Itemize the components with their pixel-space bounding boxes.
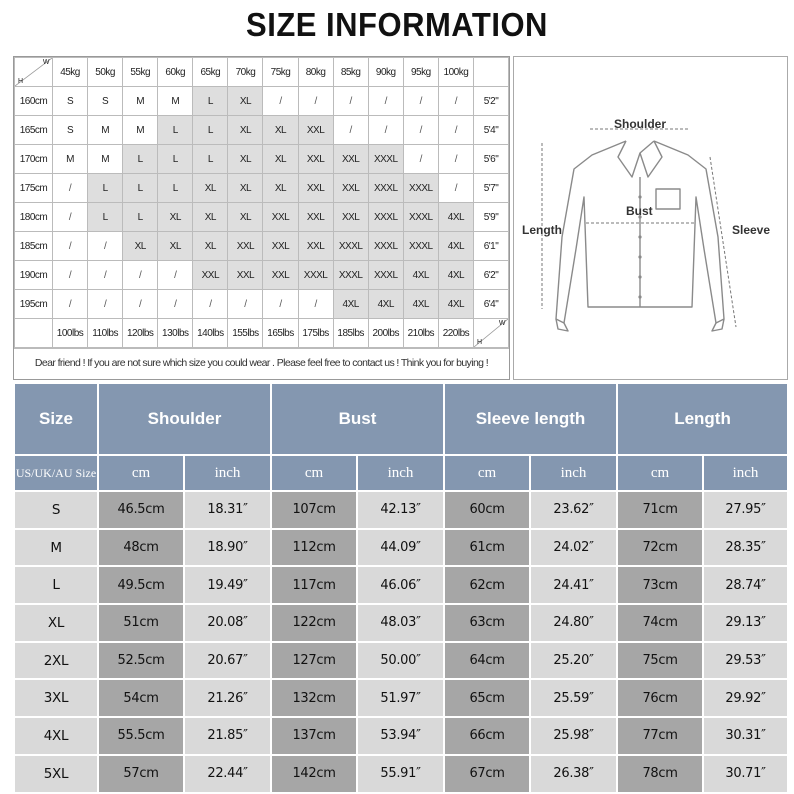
header-length: Length (617, 383, 788, 455)
unit-cm: cm (271, 455, 357, 491)
weight-height-chart (13, 56, 510, 380)
unit-cm: cm (617, 455, 703, 491)
unit-cm: cm (444, 455, 530, 491)
size-recommendation-cell: XXL (298, 203, 333, 232)
unit-inch: inch (530, 455, 617, 491)
size-cell: 5XL (14, 755, 98, 793)
weight-kg-cell: 95kg (403, 58, 438, 87)
shirt-diagram (513, 56, 788, 380)
bust-inch-cell: 55.91″ (357, 755, 444, 793)
sleeve-inch-cell: 24.02″ (530, 529, 617, 567)
weight-kg-cell: 45kg (53, 58, 88, 87)
shoulder-inch-cell: 21.85″ (184, 717, 271, 755)
corner-height-label: H (477, 339, 482, 346)
height-cm-cell: 170cm (15, 145, 53, 174)
height-cm-cell: 195cm (15, 290, 53, 319)
corner-cell (474, 319, 509, 348)
sleeve-cm-cell: 65cm (444, 679, 530, 717)
size-recommendation-cell: 4XL (403, 261, 438, 290)
bust-cm-cell: 117cm (271, 566, 357, 604)
contact-note: Dear friend ! If you are not sure which size you could wear . Please feel free to contact us ! Think you for buying ! (14, 348, 509, 377)
weight-lbs-cell: 185lbs (333, 319, 368, 348)
length-inch-cell: 29.53″ (703, 642, 788, 680)
sleeve-inch-cell: 24.41″ (530, 566, 617, 604)
size-recommendation-cell: XL (228, 87, 263, 116)
size-recommendation-cell: S (53, 87, 88, 116)
size-caption: US/UK/AU Size (14, 455, 98, 491)
unit-inch: inch (703, 455, 788, 491)
size-recommendation-cell: / (333, 87, 368, 116)
weight-lbs-cell: 110lbs (88, 319, 123, 348)
size-recommendation-cell: XXL (298, 174, 333, 203)
weight-kg-row (15, 58, 509, 87)
size-recommendation-cell: XXL (263, 232, 298, 261)
size-recommendation-cell: L (88, 174, 123, 203)
height-ft-cell: 5'2" (474, 87, 509, 116)
bust-cm-cell: 112cm (271, 529, 357, 567)
weight-lbs-cell: 165lbs (263, 319, 298, 348)
size-recommendation-cell: XXXL (403, 174, 438, 203)
shoulder-inch-cell: 20.67″ (184, 642, 271, 680)
size-cell: 3XL (14, 679, 98, 717)
bust-cm-cell: 127cm (271, 642, 357, 680)
sleeve-inch-cell: 25.59″ (530, 679, 617, 717)
size-recommendation-cell: XL (263, 116, 298, 145)
size-recommendation-cell: M (88, 116, 123, 145)
shoulder-inch-cell: 22.44″ (184, 755, 271, 793)
size-row (14, 604, 788, 642)
size-recommendation-cell: / (368, 116, 403, 145)
corner-weight-label: W (42, 59, 49, 66)
length-inch-cell: 30.31″ (703, 717, 788, 755)
height-ft-cell: 6'4" (474, 290, 509, 319)
size-recommendation-cell: L (158, 174, 193, 203)
size-recommendation-cell: XL (263, 145, 298, 174)
length-inch-cell: 28.35″ (703, 529, 788, 567)
length-cm-cell: 77cm (617, 717, 703, 755)
size-recommendation-cell: XXL (193, 261, 228, 290)
size-row (14, 491, 788, 529)
bust-inch-cell: 48.03″ (357, 604, 444, 642)
length-cm-cell: 78cm (617, 755, 703, 793)
height-cm-cell: 190cm (15, 261, 53, 290)
size-recommendation-cell: / (438, 87, 473, 116)
weight-kg-cell: 55kg (123, 58, 158, 87)
shoulder-cm-cell: 46.5cm (98, 491, 184, 529)
shoulder-cm-cell: 48cm (98, 529, 184, 567)
size-recommendation-cell: M (123, 87, 158, 116)
weight-kg-cell: 50kg (88, 58, 123, 87)
sleeve-inch-cell: 24.80″ (530, 604, 617, 642)
size-recommendation-cell: XL (158, 203, 193, 232)
size-recommendation-cell: XXL (298, 145, 333, 174)
size-recommendation-cell: L (123, 145, 158, 174)
size-recommendation-cell: XL (193, 174, 228, 203)
size-recommendation-cell: L (193, 145, 228, 174)
sleeve-cm-cell: 62cm (444, 566, 530, 604)
size-recommendation-cell: 4XL (438, 203, 473, 232)
height-cm-cell: 165cm (15, 116, 53, 145)
empty-cell (474, 58, 509, 87)
size-recommendation-cell: 4XL (438, 261, 473, 290)
size-cell: XL (14, 604, 98, 642)
corner-height-label: H (18, 78, 23, 85)
size-recommendation-cell: L (123, 203, 158, 232)
size-recommendation-cell: XL (158, 232, 193, 261)
weight-lbs-cell: 140lbs (193, 319, 228, 348)
height-ft-cell: 5'9" (474, 203, 509, 232)
length-cm-cell: 71cm (617, 491, 703, 529)
unit-inch: inch (184, 455, 271, 491)
sleeve-inch-cell: 26.38″ (530, 755, 617, 793)
size-recommendation-cell: / (53, 203, 88, 232)
bust-cm-cell: 142cm (271, 755, 357, 793)
size-recommendation-cell: / (193, 290, 228, 319)
height-ft-cell: 6'2" (474, 261, 509, 290)
weight-lbs-cell: 200lbs (368, 319, 403, 348)
bust-cm-cell: 132cm (271, 679, 357, 717)
size-recommendation-cell: XXL (333, 174, 368, 203)
size-recommendation-cell: / (403, 116, 438, 145)
weight-kg-cell: 85kg (333, 58, 368, 87)
size-recommendation-cell: / (403, 145, 438, 174)
size-recommendation-cell: XXXL (368, 232, 403, 261)
size-recommendation-cell: / (438, 174, 473, 203)
size-recommendation-cell: XXL (228, 261, 263, 290)
weight-kg-cell: 65kg (193, 58, 228, 87)
size-recommendation-cell: / (158, 290, 193, 319)
size-recommendation-cell: / (53, 261, 88, 290)
size-cell: L (14, 566, 98, 604)
sleeve-cm-cell: 67cm (444, 755, 530, 793)
bust-cm-cell: 137cm (271, 717, 357, 755)
size-row (14, 529, 788, 567)
weight-lbs-cell: 100lbs (53, 319, 88, 348)
sleeve-cm-cell: 66cm (444, 717, 530, 755)
height-row (15, 116, 509, 145)
size-recommendation-cell: / (298, 87, 333, 116)
size-recommendation-cell: L (88, 203, 123, 232)
size-recommendation-cell: M (158, 87, 193, 116)
bust-cm-cell: 122cm (271, 604, 357, 642)
size-recommendation-cell: / (53, 290, 88, 319)
header-bust: Bust (271, 383, 444, 455)
weight-lbs-cell: 130lbs (158, 319, 193, 348)
length-cm-cell: 74cm (617, 604, 703, 642)
unit-cm: cm (98, 455, 184, 491)
height-row (15, 261, 509, 290)
size-recommendation-cell: / (403, 87, 438, 116)
page-title: SIZE INFORMATION (246, 5, 548, 44)
bust-inch-cell: 46.06″ (357, 566, 444, 604)
size-recommendation-cell: / (123, 290, 158, 319)
size-recommendation-cell: / (333, 116, 368, 145)
size-recommendation-cell: / (263, 87, 298, 116)
sleeve-cm-cell: 61cm (444, 529, 530, 567)
size-recommendation-cell: M (88, 145, 123, 174)
height-cm-cell: 175cm (15, 174, 53, 203)
size-recommendation-cell: 4XL (438, 232, 473, 261)
height-ft-cell: 5'6" (474, 145, 509, 174)
length-cm-cell: 73cm (617, 566, 703, 604)
size-recommendation-cell: XXXL (368, 203, 403, 232)
height-row (15, 203, 509, 232)
size-recommendation-cell: XXXL (333, 232, 368, 261)
bust-inch-cell: 51.97″ (357, 679, 444, 717)
size-recommendation-cell: XL (228, 145, 263, 174)
size-recommendation-cell: XXXL (368, 145, 403, 174)
sleeve-cm-cell: 60cm (444, 491, 530, 529)
shirt-outline-icon (514, 57, 789, 381)
size-recommendation-cell: / (228, 290, 263, 319)
length-cm-cell: 75cm (617, 642, 703, 680)
weight-kg-cell: 60kg (158, 58, 193, 87)
size-recommendation-cell: XXXL (368, 261, 403, 290)
height-row (15, 174, 509, 203)
shoulder-inch-cell: 20.08″ (184, 604, 271, 642)
size-recommendation-cell: L (158, 145, 193, 174)
size-cell: 4XL (14, 717, 98, 755)
weight-lbs-cell: 210lbs (403, 319, 438, 348)
weight-kg-cell: 100kg (438, 58, 473, 87)
size-row (14, 717, 788, 755)
height-ft-cell: 6'1" (474, 232, 509, 261)
size-recommendation-cell: XXL (333, 203, 368, 232)
height-row (15, 87, 509, 116)
size-recommendation-cell: M (123, 116, 158, 145)
height-row (15, 232, 509, 261)
bust-cm-cell: 107cm (271, 491, 357, 529)
size-recommendation-cell: 4XL (333, 290, 368, 319)
size-recommendation-cell: / (53, 232, 88, 261)
length-label: Length (522, 223, 562, 237)
bust-inch-cell: 53.94″ (357, 717, 444, 755)
size-measurement-table (13, 382, 789, 794)
weight-height-grid (14, 57, 509, 348)
size-recommendation-cell: XL (193, 203, 228, 232)
size-recommendation-cell: XL (228, 203, 263, 232)
shoulder-inch-cell: 19.49″ (184, 566, 271, 604)
length-inch-cell: 30.71″ (703, 755, 788, 793)
size-row (14, 679, 788, 717)
sleeve-inch-cell: 25.20″ (530, 642, 617, 680)
size-row (14, 566, 788, 604)
header-shoulder: Shoulder (98, 383, 271, 455)
sleeve-cm-cell: 64cm (444, 642, 530, 680)
size-recommendation-cell: 4XL (438, 290, 473, 319)
size-recommendation-cell: / (438, 116, 473, 145)
shoulder-cm-cell: 54cm (98, 679, 184, 717)
size-recommendation-cell: / (298, 290, 333, 319)
length-cm-cell: 76cm (617, 679, 703, 717)
size-recommendation-cell: L (193, 87, 228, 116)
size-recommendation-cell: / (123, 261, 158, 290)
size-recommendation-cell: M (53, 145, 88, 174)
size-recommendation-cell: XL (193, 232, 228, 261)
header-size: Size (14, 383, 98, 455)
corner-cell (15, 58, 53, 87)
size-recommendation-cell: XXL (228, 232, 263, 261)
size-recommendation-cell: XL (123, 232, 158, 261)
weight-kg-cell: 80kg (298, 58, 333, 87)
size-recommendation-cell: 4XL (403, 290, 438, 319)
height-row (15, 145, 509, 174)
sleeve-cm-cell: 63cm (444, 604, 530, 642)
length-inch-cell: 29.92″ (703, 679, 788, 717)
weight-lbs-cell: 155lbs (228, 319, 263, 348)
size-recommendation-cell: / (158, 261, 193, 290)
bust-label: Bust (626, 204, 653, 218)
size-cell: S (14, 491, 98, 529)
height-ft-cell: 5'7" (474, 174, 509, 203)
unit-inch: inch (357, 455, 444, 491)
weight-kg-cell: 70kg (228, 58, 263, 87)
size-cell: 2XL (14, 642, 98, 680)
size-recommendation-cell: L (158, 116, 193, 145)
size-recommendation-cell: XXXL (298, 261, 333, 290)
size-recommendation-cell: XXXL (368, 174, 403, 203)
empty-cell (15, 319, 53, 348)
size-recommendation-cell: XL (228, 174, 263, 203)
size-recommendation-cell: XXL (263, 261, 298, 290)
height-cm-cell: 180cm (15, 203, 53, 232)
length-inch-cell: 29.13″ (703, 604, 788, 642)
bust-inch-cell: 50.00″ (357, 642, 444, 680)
height-row (15, 290, 509, 319)
size-recommendation-cell: XXXL (403, 203, 438, 232)
shoulder-cm-cell: 55.5cm (98, 717, 184, 755)
shoulder-cm-cell: 51cm (98, 604, 184, 642)
bust-inch-cell: 42.13″ (357, 491, 444, 529)
size-recommendation-cell: / (88, 232, 123, 261)
size-recommendation-cell: / (88, 261, 123, 290)
sleeve-label: Sleeve (732, 223, 771, 237)
weight-lbs-row (15, 319, 509, 348)
size-recommendation-cell: L (123, 174, 158, 203)
size-cell: M (14, 529, 98, 567)
size-recommendation-cell: XL (263, 174, 298, 203)
length-inch-cell: 28.74″ (703, 566, 788, 604)
header-sleeve-length: Sleeve length (444, 383, 617, 455)
bust-inch-cell: 44.09″ (357, 529, 444, 567)
height-cm-cell: 160cm (15, 87, 53, 116)
shoulder-cm-cell: 52.5cm (98, 642, 184, 680)
size-recommendation-cell: XXL (298, 116, 333, 145)
height-ft-cell: 5'4" (474, 116, 509, 145)
size-recommendation-cell: XXL (263, 203, 298, 232)
shoulder-label: Shoulder (614, 117, 667, 131)
size-recommendation-cell: / (368, 87, 403, 116)
size-recommendation-cell: S (88, 87, 123, 116)
size-recommendation-cell: XXXL (333, 261, 368, 290)
corner-weight-label: W (498, 320, 505, 327)
weight-kg-cell: 90kg (368, 58, 403, 87)
size-row (14, 755, 788, 793)
shoulder-cm-cell: 49.5cm (98, 566, 184, 604)
size-recommendation-cell: XXXL (403, 232, 438, 261)
length-inch-cell: 27.95″ (703, 491, 788, 529)
size-row (14, 642, 788, 680)
size-recommendation-cell: 4XL (368, 290, 403, 319)
size-recommendation-cell: / (438, 145, 473, 174)
shoulder-cm-cell: 57cm (98, 755, 184, 793)
size-recommendation-cell: XL (228, 116, 263, 145)
sleeve-inch-cell: 25.98″ (530, 717, 617, 755)
shoulder-inch-cell: 18.90″ (184, 529, 271, 567)
size-recommendation-cell: S (53, 116, 88, 145)
sleeve-inch-cell: 23.62″ (530, 491, 617, 529)
size-recommendation-cell: / (263, 290, 298, 319)
shoulder-inch-cell: 21.26″ (184, 679, 271, 717)
weight-kg-cell: 75kg (263, 58, 298, 87)
height-cm-cell: 185cm (15, 232, 53, 261)
size-recommendation-cell: L (193, 116, 228, 145)
weight-lbs-cell: 175lbs (298, 319, 333, 348)
weight-lbs-cell: 220lbs (438, 319, 473, 348)
size-recommendation-cell: / (53, 174, 88, 203)
shoulder-inch-cell: 18.31″ (184, 491, 271, 529)
size-recommendation-cell: XXL (333, 145, 368, 174)
length-cm-cell: 72cm (617, 529, 703, 567)
size-recommendation-cell: XXL (298, 232, 333, 261)
weight-lbs-cell: 120lbs (123, 319, 158, 348)
size-recommendation-cell: / (88, 290, 123, 319)
